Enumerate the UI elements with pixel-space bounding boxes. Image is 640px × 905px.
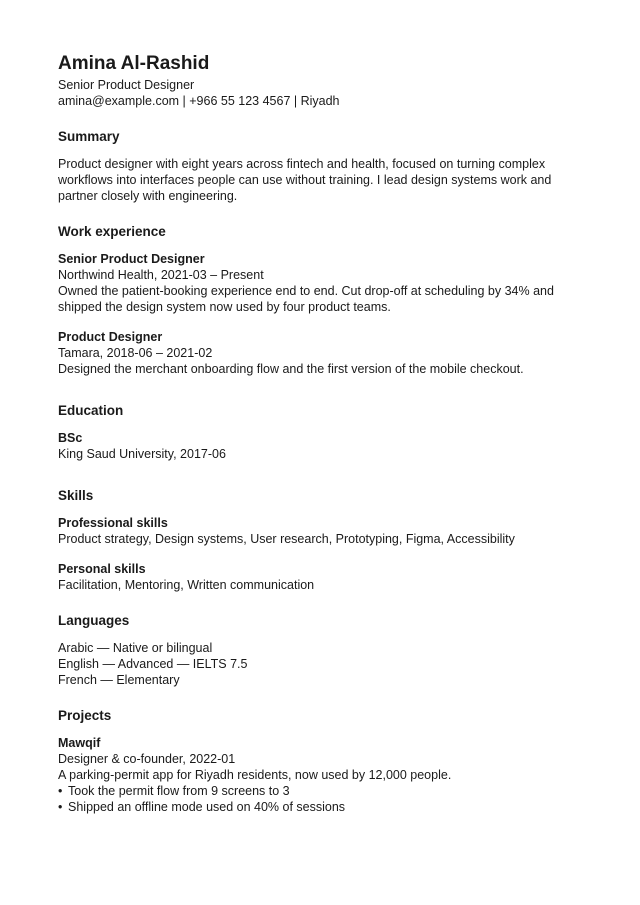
job-title: Product Designer (58, 330, 163, 344)
job-meta: Tamara, 2018-06 – 2021-02 (58, 346, 213, 360)
skills-section (58, 487, 582, 593)
project-name: Mawqif (58, 736, 101, 750)
project-role: Designer & co-founder, 2022-01 (58, 752, 236, 766)
degree: BSc (58, 431, 83, 445)
candidate-name: Amina Al-Rashid (58, 53, 210, 74)
personal-skills-label: Personal skills (58, 562, 146, 576)
personal-skills: Facilitation, Mentoring, Written communication (58, 578, 315, 592)
project-description: A parking-permit app for Riyadh residents, now used by 12,000 people. (58, 768, 452, 782)
summary-section (58, 128, 582, 204)
job-entry (58, 329, 582, 377)
job-meta: Northwind Health, 2021-03 – Present (58, 268, 264, 282)
job-entry (58, 251, 582, 315)
bullet-item: • Shipped an offline mode used on 40% of sessions (58, 799, 582, 815)
school: King Saud University, 2017-06 (58, 447, 226, 461)
languages-heading: Languages (58, 613, 130, 628)
summary-heading: Summary (58, 129, 120, 144)
project-bullets (58, 783, 582, 815)
projects-section (58, 707, 582, 815)
skill-group (58, 515, 582, 547)
summary-text: Product designer with eight years across fintech and health, focused on turning complex workflows into interfaces people can use without training. I lead design systems work and partner closely with engineering. (58, 157, 552, 203)
bullet-item: • Took the permit flow from 9 screens to 3 (58, 783, 582, 799)
job-description: Designed the merchant onboarding flow and the first version of the mobile checkout. (58, 362, 524, 376)
job-description: Owned the patient-booking experience end to end. Cut drop-off at scheduling by 34% and shipped the design system now used by four product teams. (58, 284, 554, 314)
language-item: French — Elementary (58, 673, 180, 687)
project-entry (58, 735, 582, 815)
candidate-title: Senior Product Designer (58, 78, 195, 92)
language-item: English — Advanced — IELTS 7.5 (58, 657, 248, 671)
contact-line: amina@example.com | +966 55 123 4567 | Riyadh (58, 94, 340, 108)
skill-group (58, 561, 582, 593)
education-heading: Education (58, 403, 124, 418)
work-section (58, 223, 582, 377)
resume-header (58, 53, 582, 109)
skills-heading: Skills (58, 488, 94, 503)
professional-skills-label: Professional skills (58, 516, 168, 530)
work-heading: Work experience (58, 224, 166, 239)
languages-section (58, 612, 582, 688)
language-item: Arabic — Native or bilingual (58, 641, 213, 655)
professional-skills: Product strategy, Design systems, User research, Prototyping, Figma, Accessibility (58, 532, 515, 546)
projects-heading: Projects (58, 708, 112, 723)
job-title: Senior Product Designer (58, 252, 205, 266)
education-section (58, 402, 582, 462)
